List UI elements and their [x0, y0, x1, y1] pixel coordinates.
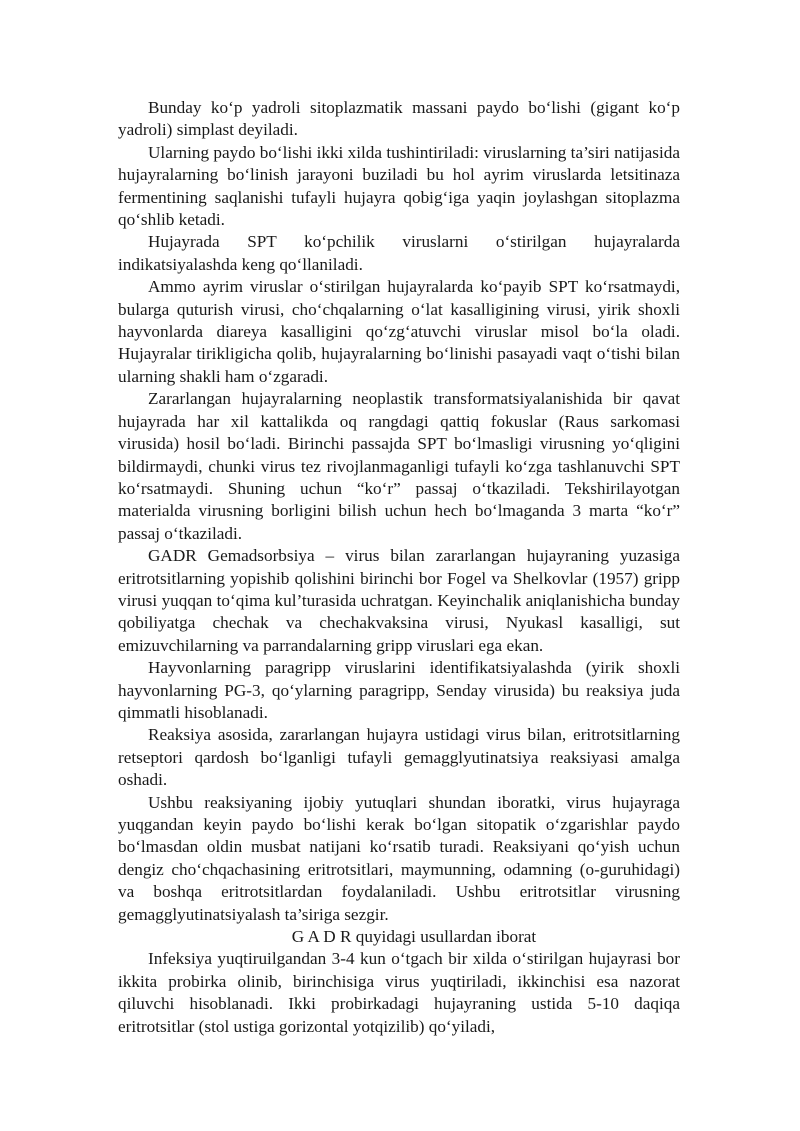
paragraph-explanation: Ularning paydo bo‘lishi ikki xilda tushintiriladi: viruslarning ta’siri natijasida hujayralarning bo‘linish jarayoni buziladi bu hol ayrim viruslarda letsitinaza fermentining saqlanishi tufayli hujayra qobig‘iga yaqin joylashgan sitoplazma qo‘shlib ketadi. [118, 142, 680, 230]
document-body [118, 97, 680, 1038]
section-heading: G A D R quyidagi usullardan iborat [291, 927, 537, 947]
paragraph-paragripp-identification: Hayvonlarning paragripp viruslarini identifikatsiyalashda (yirik shoxli hayvonlarning PG-3, qo‘ylarning paragripp, Senday virusida) bu reaksiya juda qimmatli hisoblanadi. [118, 658, 680, 722]
paragraph-neoplastic-transformation: Zararlangan hujayralarning neoplastik transformatsiyalanishida bir qavat hujayrada har xil kattalikda oq rangdagi qattiq fokuslar (Raus sarkomasi virusida) hosil bo‘ladi. Birinchi passajda SPT bo‘lmasligi virusning yo‘qligini bildirmaydi, chunki virus tez rivojlanmaganligi tufayli ko‘zga tashlanuvchi SPT ko‘rsatmaydi. Shuning uchun “ko‘r” passaj o‘tkaziladi. Tekshirilayotgan materialda virusning borligini bilish uchun hech bo‘lmaganda 3 marta “ko‘r” passaj o‘tkaziladi. [118, 389, 680, 543]
paragraph-simplast: Bunday ko‘p yadroli sitoplazmatik massani paydo bo‘lishi (gigant ko‘p yadroli) simplast deyiladi. [118, 98, 680, 140]
paragraph-reaction-basis: Reaksiya asosida, zararlangan hujayra ustidagi virus bilan, eritrotsitlarning retseptori qardosh bo‘lganligi tufayli gemagglyutinatsiya reaksiyasi amalga oshadi. [118, 725, 680, 790]
paragraph-gadr-definition: GADR Gemadsorbsiya – virus bilan zararlangan hujayraning yuzasiga eritrotsitlarning yopishib qolishini birinchi bor Fogel va Shelkovlar (1957) gripp virusi yuqqan to‘qima kul’turasida uchratgan. Keyinchalik aniqlanishicha bunday qobiliyatga chechak va chechakvaksina virusi, Nyukasl kasalligi, sut emizuvchilarning va parrandalarning gripp viruslari ega ekan. [118, 546, 680, 655]
paragraph-spt-exceptions: Ammo ayrim viruslar o‘stirilgan hujayralarda ko‘payib SPT ko‘rsatmaydi, bularga quturish virusi, cho‘chqalarning o‘lat kasalligining virusi, yirik shoxli hayvonlarda diareya kasalligini qo‘zg‘atuvchi viruslar misol bo‘la oladi. Hujayralar tirikligicha qolib, hujayralarning bo‘linishi pasayadi vaqt o‘tishi bilan ularning shakli ham o‘zgaradi. [118, 277, 680, 386]
paragraph-spt-usage: Hujayrada SPT ko‘pchilik viruslarni o‘stirilgan hujayralarda indikatsiyalashda keng qo‘llaniladi. [118, 232, 680, 274]
paragraph-method-procedure: Infeksiya yuqtiruilgandan 3-4 kun o‘tgach bir xilda o‘stirilgan hujayrasi bor ikkita probirka olinib, birinchisiga virus yuqtiriladi, ikkinchisi esa nazorat qiluvchi hisoblanadi. Ikki probirkadagi hujayraning ustida 5-10 daqiqa eritrotsitlar (stol ustiga gorizontal yotqizilib) qo‘yiladi, [118, 949, 680, 1036]
paragraph-reaction-advantages: Ushbu reaksiyaning ijobiy yutuqlari shundan iboratki, virus hujayraga yuqgandan keyin paydo bo‘lishi kerak bo‘lgan sitopatik o‘zgarishlar paydo bo‘lmasdan oldin musbat natijani ko‘rsatib turadi. Reaksiyani qo‘yish uchun dengiz cho‘chqachasining eritrotsitlari, maymunning, odamning (o-guruhidagi) va boshqa eritrotsitlardan foydalaniladi. Ushbu eritrotsitlar virusning gemagglyutinatsiyalash ta’siriga sezgir. [118, 792, 680, 924]
